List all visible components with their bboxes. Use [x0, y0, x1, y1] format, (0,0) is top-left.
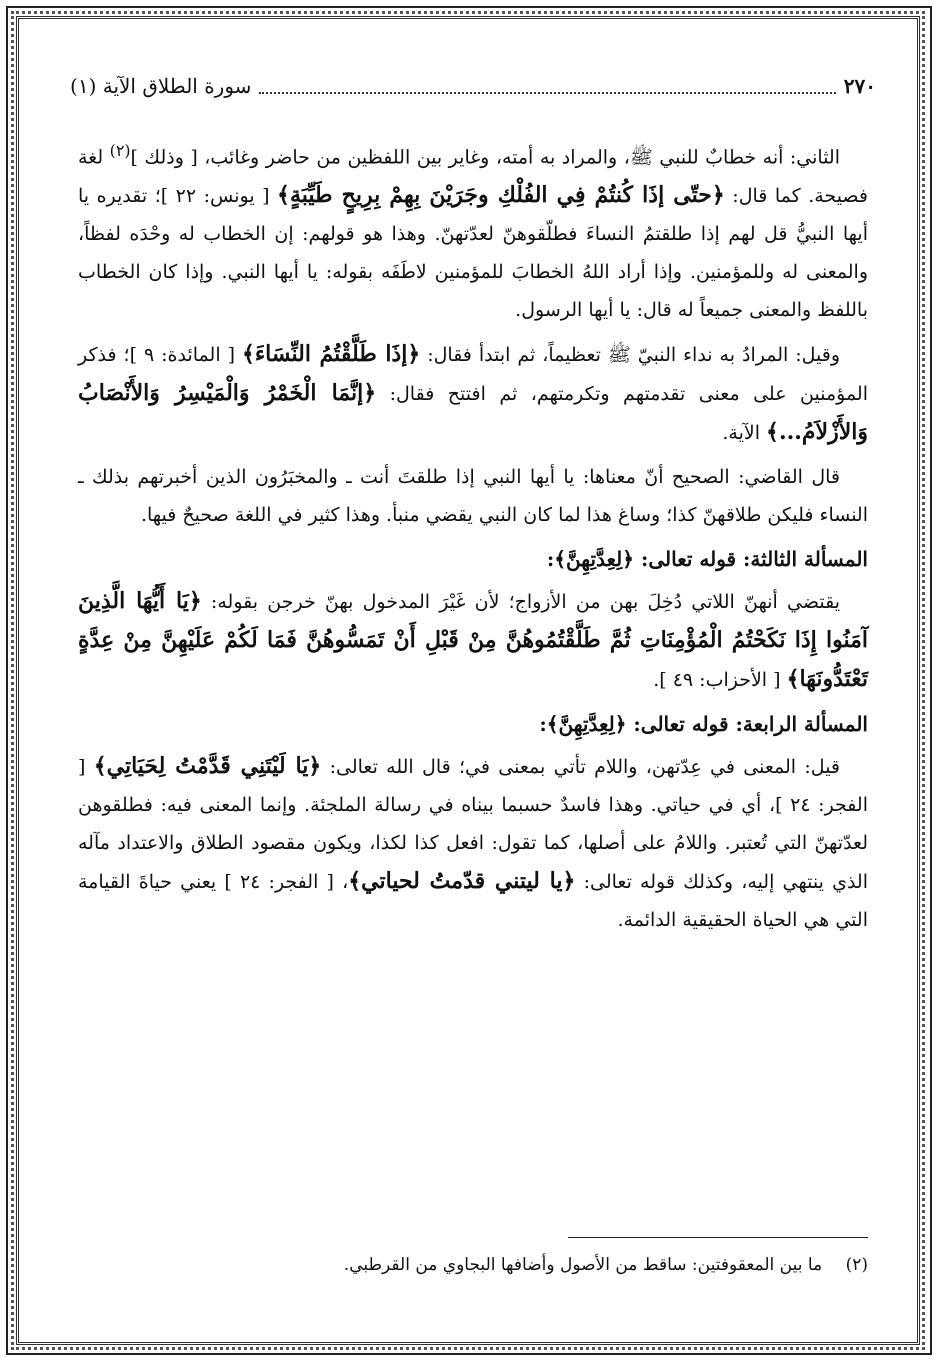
page-number: ٢٧٠ — [843, 74, 876, 98]
paragraph-text: لغة فصيحة. كما قال: — [78, 146, 868, 208]
paragraph-text: الآية. — [722, 422, 767, 445]
main-text — [78, 132, 868, 945]
paragraph-text: [ يونس: ٢٢ ]؛ تقديره يا أيها النبيُّ قل لهم إذا طلقتمُ النساءَ فطلّقوهنّ لعدّتهنّ. وهذا هو قولهم: إن الخطاب له وحْدَه لفظاً، والمعنى له وللمؤمنين. وإذا أراد اللهُ الخطابَ للمؤمنين لاطَفَه بقوله: يا أيها النبي. وإذا كان الخطاب باللفظ والمعنى جميعاً له قال: يا أيها الرسول. — [78, 185, 868, 322]
footnote-ref: (٢) — [109, 141, 131, 160]
section-heading: المسألة الثالثة: قوله تعالى: ﴿لِعِدَّتِهِنَّ﴾: — [546, 547, 868, 572]
body-paragraph — [78, 335, 868, 452]
footnote-text: ما بين المعقوفتين: ساقط من الأصول وأضافها البجاوي من القرطبي. — [343, 1255, 823, 1275]
paragraph-text: قال القاضي: الصحيح أنّ معناها: يا أيها النبي إذا طلقتَ أنت ـ والمخبَرُون الذين أخبرتهم بذلك ـ النساء فليكن طلاقهنّ كذا؛ وساغ هذا لما كان النبي يقضي منبأ. وهذا كثير في اللغة صحيحٌ فيها. — [78, 466, 868, 527]
footnote — [78, 1252, 868, 1278]
body-paragraph — [78, 747, 868, 939]
footnote-separator — [568, 1237, 868, 1238]
quran-verse: ﴿إذَا طَلَّقْتُمُ النِّسَاءَ﴾ — [241, 341, 421, 368]
body-paragraph — [78, 132, 868, 329]
running-title: سورة الطلاق الآية (١) — [70, 74, 252, 98]
header-dotted-leader — [259, 78, 835, 94]
footnote-marker: (٢) — [845, 1255, 868, 1275]
quran-verse: ﴿يَا أَيُّهَا الَّذِينَ آمَنُوا إِذَا نَكَحْتُمُ الْمُؤْمِنَاتِ ثُمَّ طَلَّقْتُمُوهُنَّ مِنْ قَبْلِ أَنْ تَمَسُّوهُنَّ فَمَا لَكُمْ عَلَيْهِنَّ مِنْ عِدَّةٍ تَعْتَدُّونَهَا﴾ — [78, 588, 868, 693]
paragraph-text: [ الأحزاب: ٤٩ ]. — [653, 669, 787, 692]
body-paragraph — [78, 458, 868, 534]
body-paragraph — [78, 582, 868, 699]
paragraph-text: ، [ الفجر: ٢٤ ] يعني حياةَ القيامة التي هي الحياة الحقيقية الدائمة. — [78, 871, 868, 932]
page-header — [70, 68, 876, 104]
section-heading: المسألة الرابعة: قوله تعالى: ﴿لِعِدَّتِهِنَّ﴾: — [539, 712, 868, 737]
paragraph-text: الثاني: أنه خطابٌ للنبي ﷺ، والمراد به أمته، وغاير بين اللفظين من حاضر وغائب، [ وذلك ] — [130, 146, 840, 169]
quran-verse: ﴿يا ليتني قدّمتُ لحياتي﴾ — [348, 868, 576, 895]
quran-verse: ﴿يَا لَيْتَنِي قَدَّمْتُ لِحَيَاتِي﴾ — [93, 753, 322, 780]
paragraph-text: [ الفجر: ٢٤ ]، أي في حياتي. وهذا فاسدٌ حسبما بيناه في رسالة الملجئة. وإنما المعنى فيه: فطلقوهن لعدّتهنّ التي تُعتبر. واللامُ على أصلها، كما تقول: افعل كذا لكذا، ويكون مقصود الطلاق والاعتداد مآله الذي ينتهي إليه، وكذلك قوله تعالى: — [78, 756, 868, 894]
quran-verse: ﴿حتّى إذَا كُنتُمْ فِي الفُلْكِ وجَرَيْنَ بِهِمْ بِرِيحٍ طَيِّبَةٍ﴾ — [277, 182, 725, 209]
paragraph-text: وقيل: المرادُ به نداء النبيّ ﷺ تعظيماً، ثم ابتدأ فقال: — [420, 344, 841, 367]
paragraph-text: قيل: المعنى في عِدّتهن، واللام تأتي بمعنى في؛ قال الله تعالى: — [321, 756, 841, 779]
paragraph-text: يقتضي أنهنّ اللاتي دُخِلَ بهن من الأزواج؛ لأن غَيْرَ المدخول بهنّ خرجن بقوله: — [201, 591, 840, 614]
paragraph-text: [ المائدة: ٩ ]؛ فذكر المؤمنين على معنى تقدمتهم وتكرمتهم، ثم افتتح فقال: — [78, 344, 868, 406]
quran-verse: ﴿إنَّمَا الْخَمْرُ وَالْمَيْسِرُ وَالأَنْصَابُ وَالأَزْلاَمُ...﴾ — [78, 380, 868, 446]
